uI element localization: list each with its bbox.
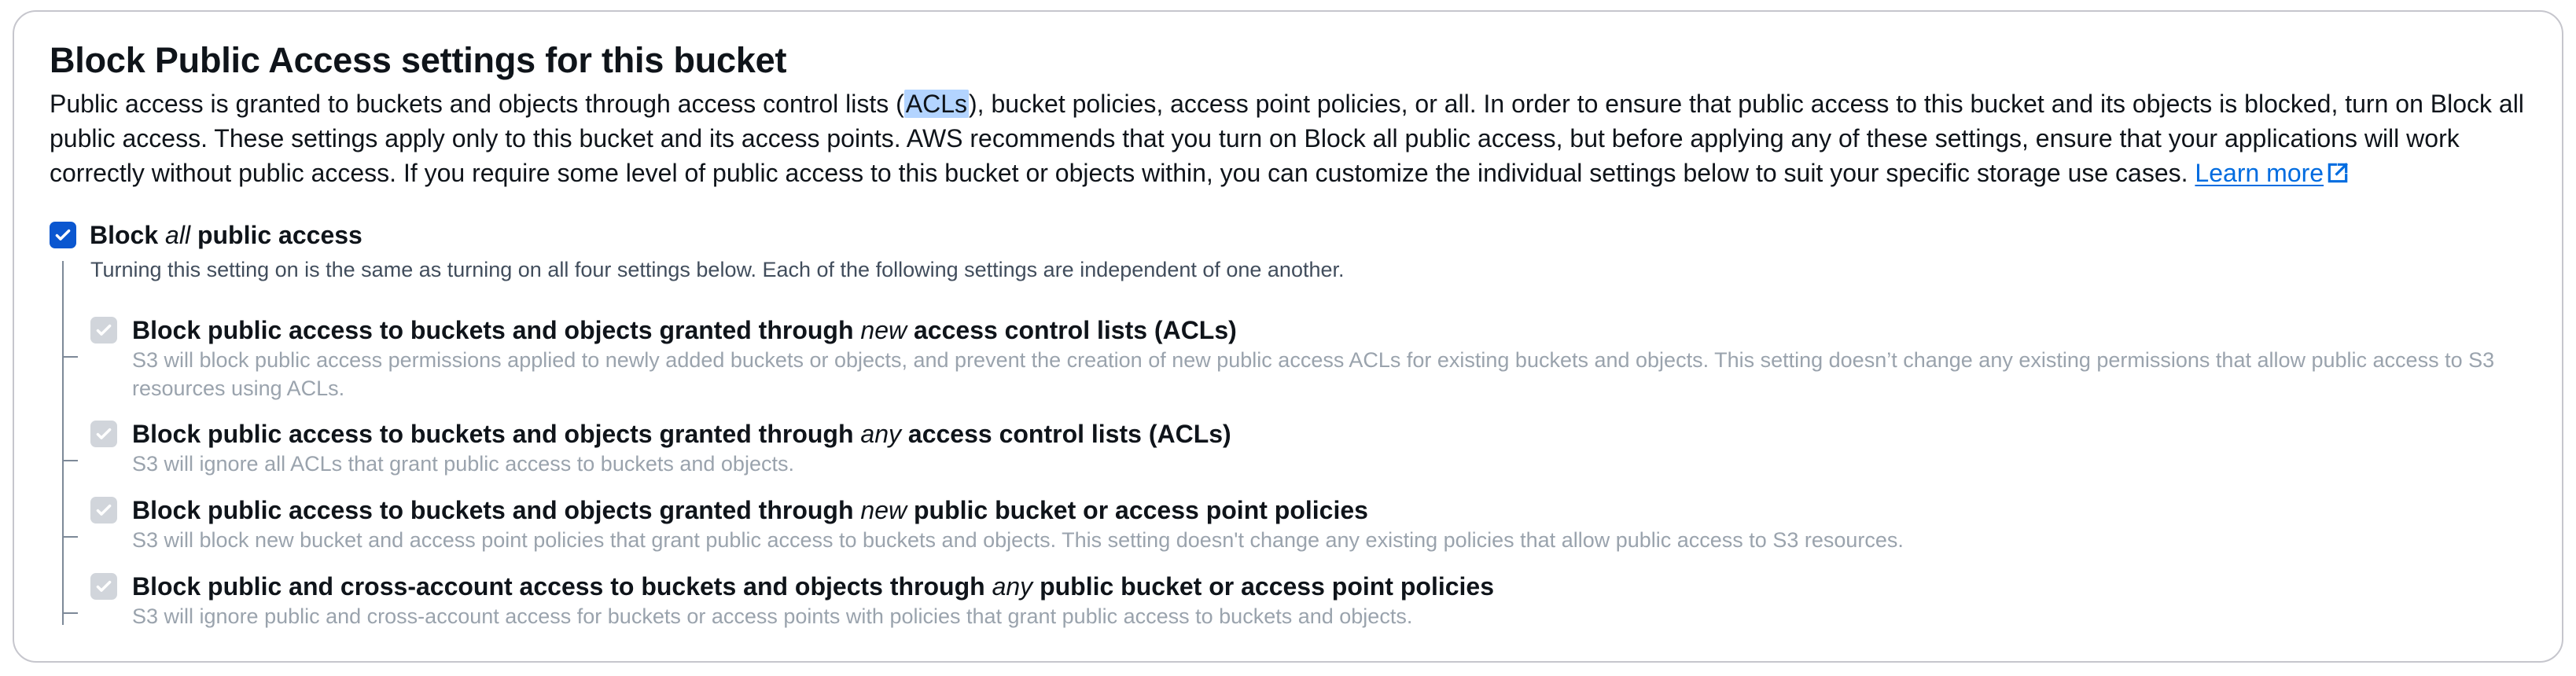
label-suffix: public bucket or access point policies xyxy=(907,496,1368,524)
check-icon xyxy=(94,424,114,444)
settings-tree-line xyxy=(62,261,64,625)
setting-any-acls-description: S3 will ignore all ACLs that grant public access to buckets and objects. xyxy=(132,452,794,476)
selected-text-acls: ACLs xyxy=(905,90,968,118)
block-all-public-access-label[interactable] xyxy=(90,219,362,251)
description-text-start: Public access is granted to buckets and objects through access control lists ( xyxy=(50,90,904,118)
description-text-end: ), bucket policies, access point policies, or all. In order to ensure that public access to this bucket and its objects is blocked, turn on Block all public access. These settings apply only to this bucket and its access points. AWS recommends that you turn on Block all public access, but before applying any of these settings, ensure that your applications will work correctly without public access. If you require some level of public access to this bucket or objects within, you can customize the individual settings below to suit your specific storage use cases. xyxy=(50,90,2524,187)
setting-any-policies-head xyxy=(90,571,2552,602)
setting-any-acls-head xyxy=(90,418,2552,450)
setting-any-acls-label xyxy=(132,418,1231,450)
setting-any-policies-label xyxy=(132,571,1494,602)
label-prefix: Block public and cross-account access to buckets and objects through xyxy=(132,572,992,601)
label-emphasis: new xyxy=(860,316,907,344)
setting-new-policies xyxy=(90,494,2552,554)
setting-any-policies xyxy=(90,571,2552,630)
block-all-public-access-option[interactable] xyxy=(50,219,362,251)
settings-tree-branch xyxy=(62,612,78,614)
section-title: Block Public Access settings for this bucket xyxy=(50,40,787,80)
setting-new-acls-head xyxy=(90,314,2552,346)
block-all-public-access-description: Turning this setting on is the same as turning on all four settings below. Each of the following settings are independent of one another. xyxy=(90,258,1345,281)
label-suffix: access control lists (ACLs) xyxy=(907,316,1237,344)
label-emphasis: new xyxy=(860,496,907,524)
block-public-access-panel xyxy=(13,10,2563,663)
setting-new-policies-description: S3 will block new bucket and access point policies that grant public access to buckets and objects. This setting doesn't change any existing policies that allow public access to S3 resources. xyxy=(132,528,1904,552)
panel-content xyxy=(50,36,2542,628)
label-prefix: Block xyxy=(90,221,166,249)
setting-new-policies-head xyxy=(90,494,2552,526)
settings-tree-branch xyxy=(62,356,78,358)
label-prefix: Block public access to buckets and objects granted through xyxy=(132,496,861,524)
external-link-icon xyxy=(2325,160,2350,186)
label-emphasis: all xyxy=(165,221,191,249)
setting-new-policies-label xyxy=(132,494,1368,526)
label-emphasis: any xyxy=(860,420,901,448)
setting-new-acls-label xyxy=(132,314,1237,346)
label-prefix: Block public access to buckets and objects granted through xyxy=(132,420,861,448)
setting-any-acls xyxy=(90,418,2552,478)
check-icon xyxy=(94,500,114,520)
setting-any-policies-checkbox xyxy=(90,573,117,600)
check-icon xyxy=(53,225,73,245)
setting-any-policies-description: S3 will ignore public and cross-account access for buckets or access points with policies that grant public access to buckets and objects. xyxy=(132,604,1413,628)
check-icon xyxy=(94,320,114,340)
setting-new-acls-description: S3 will block public access permissions applied to newly added buckets or objects, and prevent the creation of new public access ACLs for existing buckets and objects. This setting doesn’t change any existing permissions that allow public access to S3 resources using ACLs. xyxy=(132,348,2495,400)
setting-any-acls-checkbox xyxy=(90,421,117,447)
block-all-public-access-checkbox[interactable] xyxy=(50,222,76,248)
section-description xyxy=(50,86,2542,190)
setting-new-acls xyxy=(90,314,2552,402)
settings-tree-branch xyxy=(62,536,78,538)
setting-new-acls-checkbox xyxy=(90,317,117,344)
learn-more-link[interactable] xyxy=(2195,159,2350,187)
check-icon xyxy=(94,576,114,597)
label-suffix: access control lists (ACLs) xyxy=(901,420,1231,448)
learn-more-label: Learn more xyxy=(2195,159,2324,187)
label-prefix: Block public access to buckets and objects granted through xyxy=(132,316,861,344)
setting-new-policies-checkbox xyxy=(90,497,117,524)
settings-tree-branch xyxy=(62,460,78,461)
label-suffix: public bucket or access point policies xyxy=(1032,572,1494,601)
label-emphasis: any xyxy=(992,572,1033,601)
label-suffix: public access xyxy=(190,221,362,249)
